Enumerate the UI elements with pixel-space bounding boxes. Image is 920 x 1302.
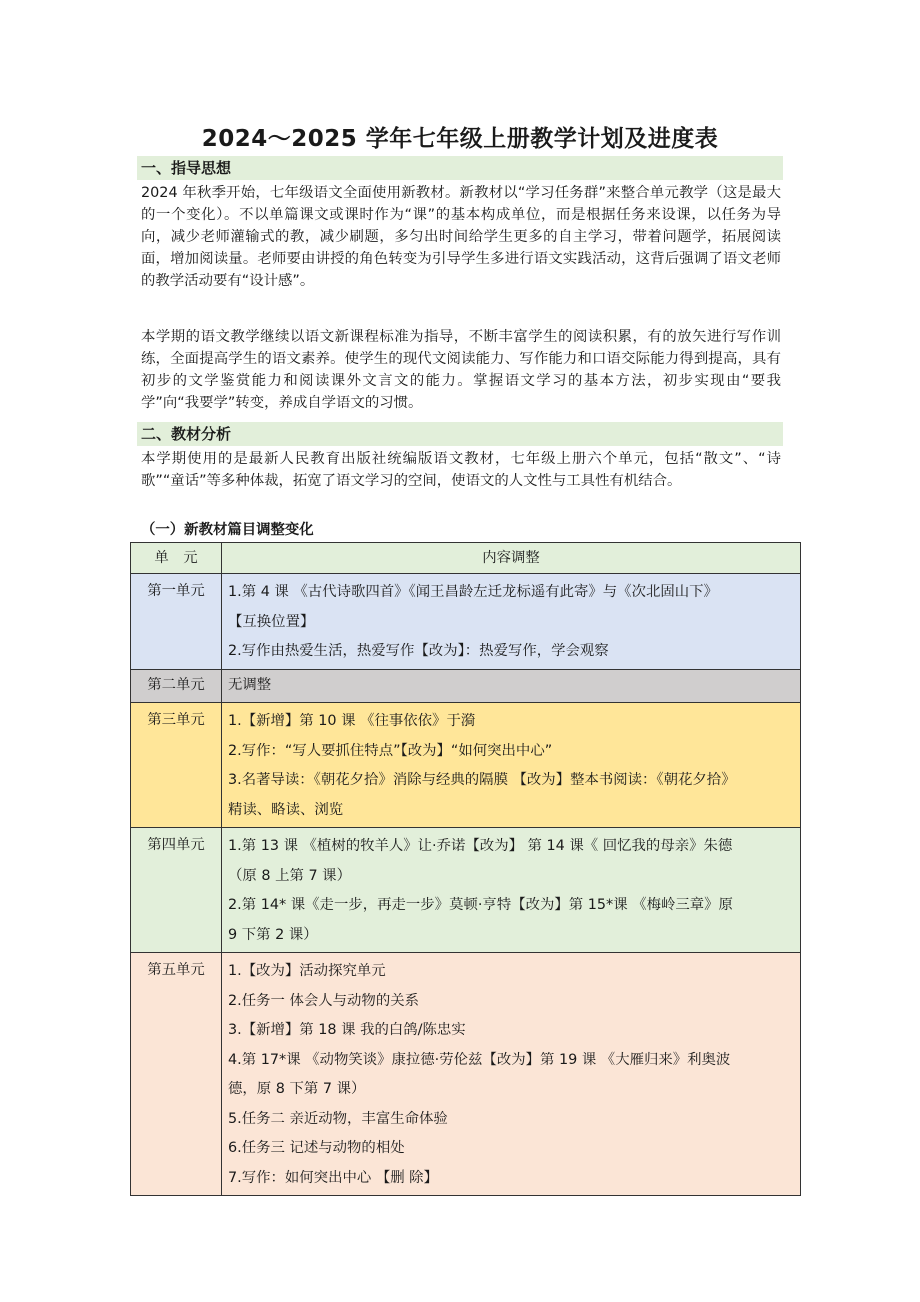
content-line: 1.第 4 课 《古代诗歌四首》《闻王昌龄左迁龙标遥有此寄》与《次北固山下》: [228, 584, 718, 600]
content-line: 2.写作由热爱生活，热爱写作【改为】：热爱写作，学会观察: [228, 643, 609, 659]
content-line: 1.【改为】活动探究单元: [228, 963, 386, 979]
paragraph-guiding-2: 本学期的语文教学继续以语文新课程标准为指导，不断丰富学生的阅读积累，有的放矢进行写作训练，全面提高学生的语文素养。使学生的现代文阅读能力、写作能力和口语交际能力得到提高，具有初步的文学鉴赏能力和阅读课外文言文的能力。掌握语文学习的基本方法，初步实现由“要我学”向“我要学”转变，养成自学语文的习惯。: [141, 329, 781, 411]
content-line: 1.【新增】第 10 课 《往事依依》于漪: [228, 713, 476, 729]
subheading-textbook-changes: （一）新教材篇目调整变化: [141, 522, 314, 538]
content-line: 9 下第 2 课）: [228, 926, 318, 943]
content-line: 3.名著导读：《朝花夕拾》消除与经典的隔膜 【改为】整本书阅读：《朝花夕拾》: [228, 772, 736, 788]
content-cell: [222, 669, 801, 703]
content-line: 无调整: [228, 676, 272, 693]
table-header-row: [131, 543, 801, 574]
content-line: 4.第 17*课 《动物笑谈》康拉德·劳伦兹【改为】第 19 课 《大雁归来》利奥波: [228, 1051, 731, 1068]
content-line: （原 8 上第 7 课）: [228, 867, 351, 884]
content-line: 2.第 14* 课《走一步，再走一步》莫顿·亨特【改为】第 15*课 《梅岭三章》原: [228, 897, 733, 913]
content-line: 德，原 8 下第 7 课）: [228, 1081, 366, 1097]
content-line: 7.写作：如何突出中心 【删 除】: [228, 1169, 438, 1186]
content-line: 2.任务一 体会人与动物的关系: [228, 992, 419, 1009]
table-row: [131, 703, 801, 828]
content-line: 1.第 13 课 《植树的牧羊人》让·乔诺【改为】 第 14 课《 回忆我的母亲》朱德: [228, 838, 733, 854]
content-line: 2.写作：“写人要抓住特点”【改为】“如何突出中心”: [228, 742, 553, 759]
adjustment-table: [130, 542, 801, 1196]
section-heading-guiding-ideology: 一、指导思想: [137, 156, 783, 180]
content-cell: [222, 574, 801, 670]
unit-cell: 第四单元: [131, 828, 222, 953]
content-cell: [222, 953, 801, 1196]
content-cell: [222, 828, 801, 953]
table-row: [131, 828, 801, 953]
content-line: 【互换位置】: [228, 613, 315, 630]
table-row: [131, 574, 801, 670]
paragraph-textbook-analysis: 本学期使用的是最新人民教育出版社统编版语文教材，七年级上册六个单元，包括“散文”、“诗歌”“童话”等多种体裁，拓宽了语文学习的空间，使语文的人文性与工具性有机结合。: [141, 451, 781, 489]
unit-cell: 第一单元: [131, 574, 222, 670]
table-row: [131, 669, 801, 703]
content-cell: [222, 703, 801, 828]
content-line: 精读、略读、浏览: [228, 801, 344, 818]
unit-cell: 第二单元: [131, 669, 222, 703]
unit-cell: 第五单元: [131, 953, 222, 1196]
content-line: 5.任务二 亲近动物，丰富生命体验: [228, 1110, 448, 1127]
header-unit: 单 元: [131, 543, 222, 574]
document-title: 2024～2025 学年七年级上册教学计划及进度表: [201, 126, 719, 152]
content-line: 6.任务三 记述与动物的相处: [228, 1140, 405, 1156]
paragraph-guiding-1: 2024 年秋季开始，七年级语文全面使用新教材。新教材以“学习任务群”来整合单元教学（这是最大的一个变化）。不以单篇课文或课时作为“课”的基本构成单位，而是根据任务来设课，以任务为导向，减少老师灌输式的教，减少刷题，多匀出时间给学生更多的自主学习，带着问题学，拓展阅读面，增加阅读量。老师要由讲授的角色转变为引导学生多进行语文实践活动，这背后强调了语文老师的教学活动要有“设计感”。: [141, 185, 781, 289]
unit-cell: 第三单元: [131, 703, 222, 828]
content-line: 3.【新增】第 18 课 我的白鸽/陈忠实: [228, 1022, 466, 1038]
section-heading-textbook-analysis: 二、教材分析: [137, 422, 783, 446]
header-content: 内容调整: [222, 543, 801, 574]
table-row: [131, 953, 801, 1196]
